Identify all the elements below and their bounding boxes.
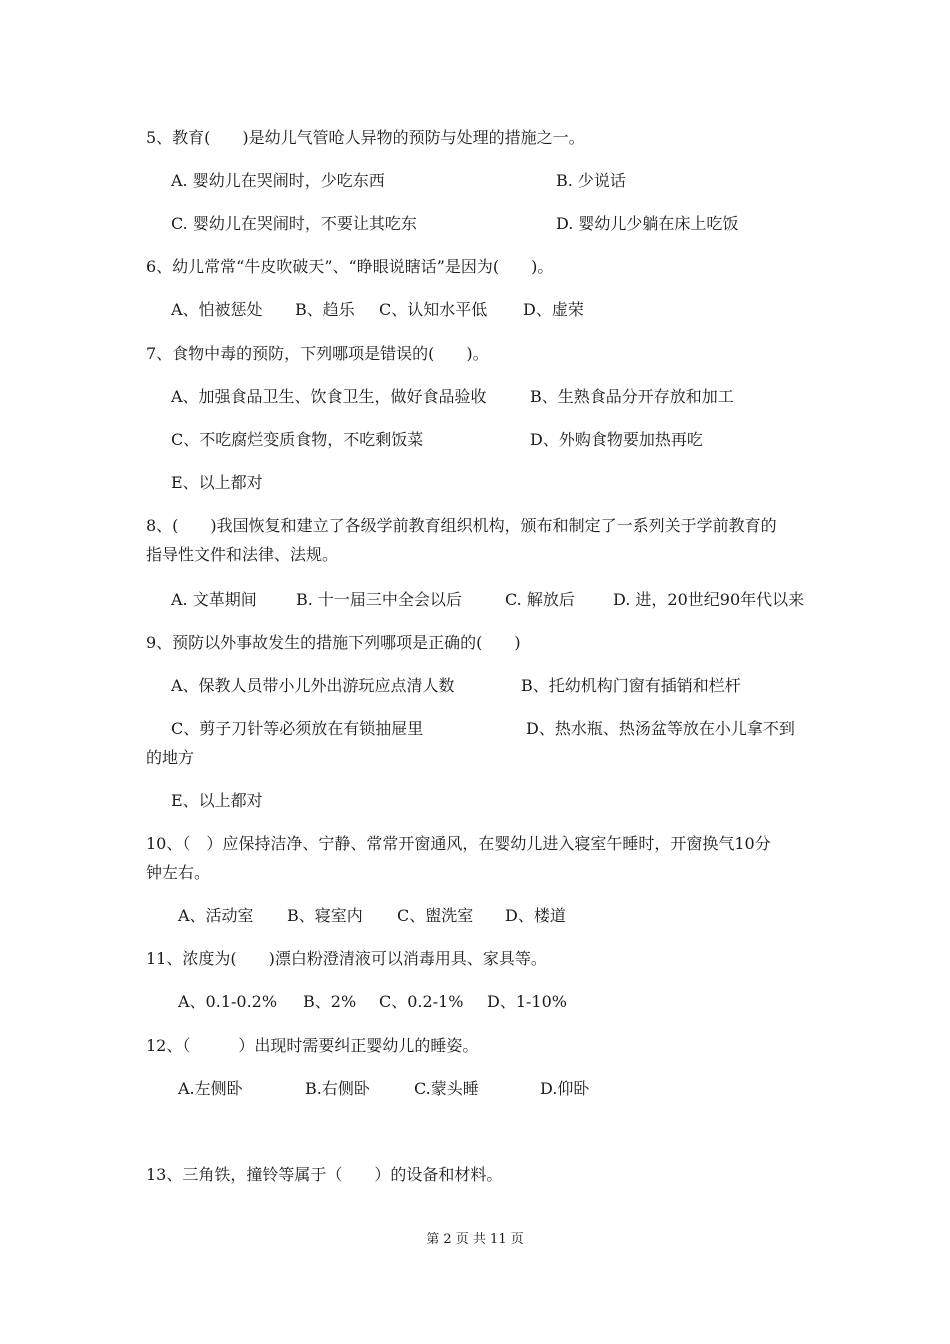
- question-11-stem: 11、浓度为( )漂白粉澄清液可以消毒用具、家具等。: [146, 949, 547, 968]
- question-8-option-d: D. 进，20世纪90年代以来: [613, 590, 805, 609]
- question-7-option-d: D、外购食物要加热再吃: [530, 430, 703, 449]
- question-9-option-a: A、保教人员带小儿外出游玩应点清人数: [171, 676, 455, 695]
- question-9-option-e: E、以上都对: [171, 791, 263, 810]
- question-10-option-d: D、楼道: [505, 906, 566, 925]
- question-13-stem: 13、三角铁，撞铃等属于（ ）的设备和材料。: [146, 1165, 503, 1184]
- question-8-option-a: A. 文革期间: [171, 590, 257, 609]
- question-5-option-b: B. 少说话: [556, 171, 626, 190]
- question-9-option-d-continued: 的地方: [146, 748, 195, 767]
- question-6-option-d: D、虚荣: [523, 300, 584, 319]
- question-10-stem-line-1: 10、（ ）应保持洁净、宁静、常常开窗通风，在婴幼儿进入寝室午睡时，开窗换气10分: [146, 834, 771, 853]
- question-5-option-c: C. 婴幼儿在哭闹时，不要让其吃东: [171, 214, 417, 233]
- question-7-option-c: C、不吃腐烂变质食物，不吃剩饭菜: [171, 430, 424, 449]
- question-5-option-a: A. 婴幼儿在哭闹时，少吃东西: [171, 171, 385, 190]
- page-number-footer: 第 2 页 共 11 页: [426, 1232, 524, 1247]
- question-5-stem: 5、教育( )是幼儿气管呛人异物的预防与处理的措施之一。: [146, 128, 585, 147]
- question-5-option-d: D. 婴幼儿少躺在床上吃饭: [556, 214, 739, 233]
- question-12-option-b: B.右侧卧: [305, 1079, 370, 1098]
- question-9-option-b: B、托幼机构门窗有插销和栏杆: [521, 676, 741, 695]
- question-10-stem-line-2: 钟左右。: [146, 863, 211, 882]
- question-10-option-c: C、盥洗室: [397, 906, 474, 925]
- question-12-option-d: D.仰卧: [540, 1079, 590, 1098]
- question-6-option-a: A、怕被惩处: [171, 300, 263, 319]
- question-7-option-b: B、生熟食品分开存放和加工: [530, 387, 734, 406]
- question-7-option-a: A、加强食品卫生、饮食卫生，做好食品验收: [171, 387, 487, 406]
- question-6-option-b: B、趋乐: [295, 300, 355, 319]
- question-12-stem: 12、（ ）出现时需要纠正婴幼儿的睡姿。: [146, 1036, 479, 1055]
- question-6-stem: 6、幼儿常常“牛皮吹破天”、“睁眼说瞎话”是因为( )。: [146, 257, 554, 276]
- question-9-option-d: D、热水瓶、热汤盆等放在小儿拿不到: [526, 719, 795, 738]
- question-8-stem-line-1: 8、( )我国恢复和建立了各级学前教育组织机构，颁布和制定了一系列关于学前教育的: [146, 516, 777, 535]
- question-11-option-b: B、2%: [303, 992, 357, 1011]
- question-11-option-a: A、0.1-0.2%: [178, 992, 278, 1011]
- question-7-stem: 7、食物中毒的预防，下列哪项是错误的( )。: [146, 344, 489, 363]
- question-9-stem: 9、预防以外事故发生的措施下列哪项是正确的( ): [146, 633, 521, 652]
- question-9-option-c: C、剪子刀针等必须放在有锁抽屉里: [171, 719, 424, 738]
- question-11-option-d: D、1-10%: [487, 992, 567, 1011]
- question-8-stem-line-2: 指导性文件和法律、法规。: [146, 545, 339, 564]
- question-8-option-c: C. 解放后: [505, 590, 575, 609]
- question-8-option-b: B. 十一届三中全会以后: [296, 590, 462, 609]
- question-11-option-c: C、0.2-1%: [379, 992, 464, 1011]
- question-12-option-c: C.蒙头睡: [414, 1079, 479, 1098]
- question-6-option-c: C、认知水平低: [379, 300, 488, 319]
- question-10-option-b: B、寝室内: [287, 906, 363, 925]
- question-7-option-e: E、以上都对: [171, 473, 263, 492]
- question-12-option-a: A.左侧卧: [178, 1079, 243, 1098]
- question-10-option-a: A、活动室: [178, 906, 254, 925]
